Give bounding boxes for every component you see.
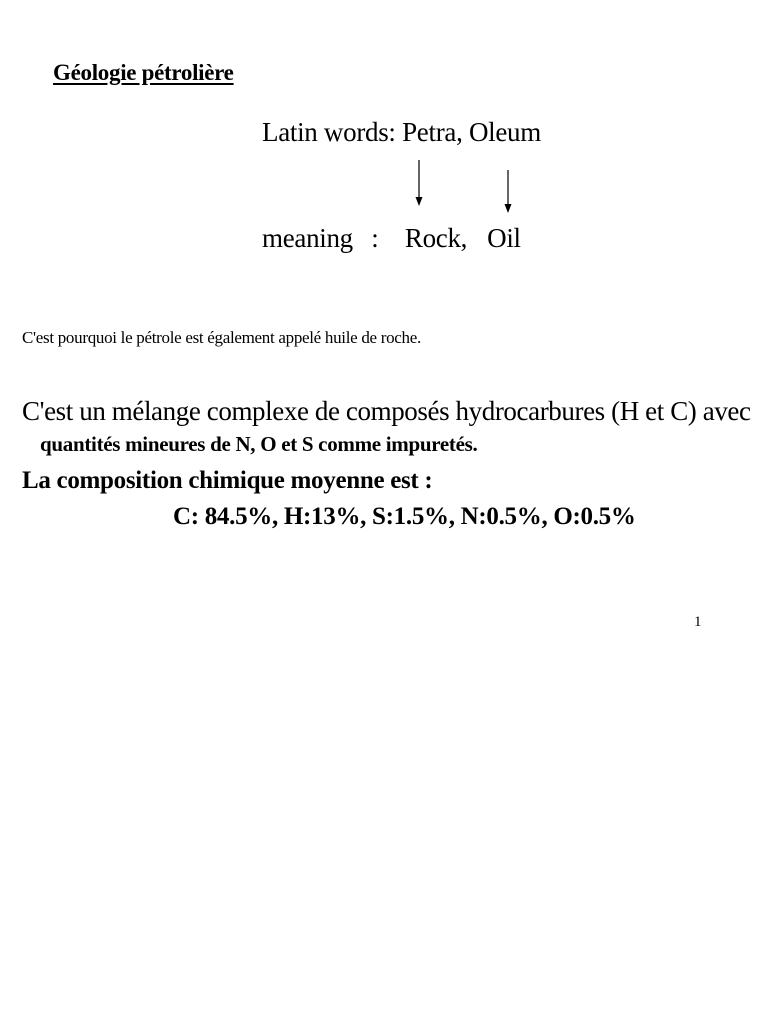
- page-number: 1: [694, 614, 702, 630]
- meaning-label: meaning: [262, 223, 353, 253]
- arrow-down-icon-oleum: [505, 170, 512, 213]
- page-title: Géologie pétrolière: [53, 60, 234, 85]
- meaning-oil: Oil: [487, 223, 521, 253]
- meaning-rock: Rock,: [404, 223, 468, 253]
- meaning-separator: :: [371, 223, 379, 253]
- intro-sentence: C'est pourquoi le pétrole est également appelé huile de roche.: [22, 328, 421, 347]
- latin-words-label: Latin words:: [262, 117, 396, 147]
- mixture-line-2: quantités mineures de N, O et S comme impuretés.: [40, 432, 478, 456]
- arrow-down-icon-petra: [416, 160, 423, 206]
- mixture-line-1: C'est un mélange complexe de composés hydrocarbures (H et C) avec: [22, 396, 751, 426]
- composition-heading: La composition chimique moyenne est :: [22, 467, 433, 494]
- meaning-line: [262, 223, 521, 254]
- composition-values: C: 84.5%, H:13%, S:1.5%, N:0.5%, O:0.5%: [173, 503, 636, 530]
- latin-words: Petra, Oleum: [402, 117, 541, 147]
